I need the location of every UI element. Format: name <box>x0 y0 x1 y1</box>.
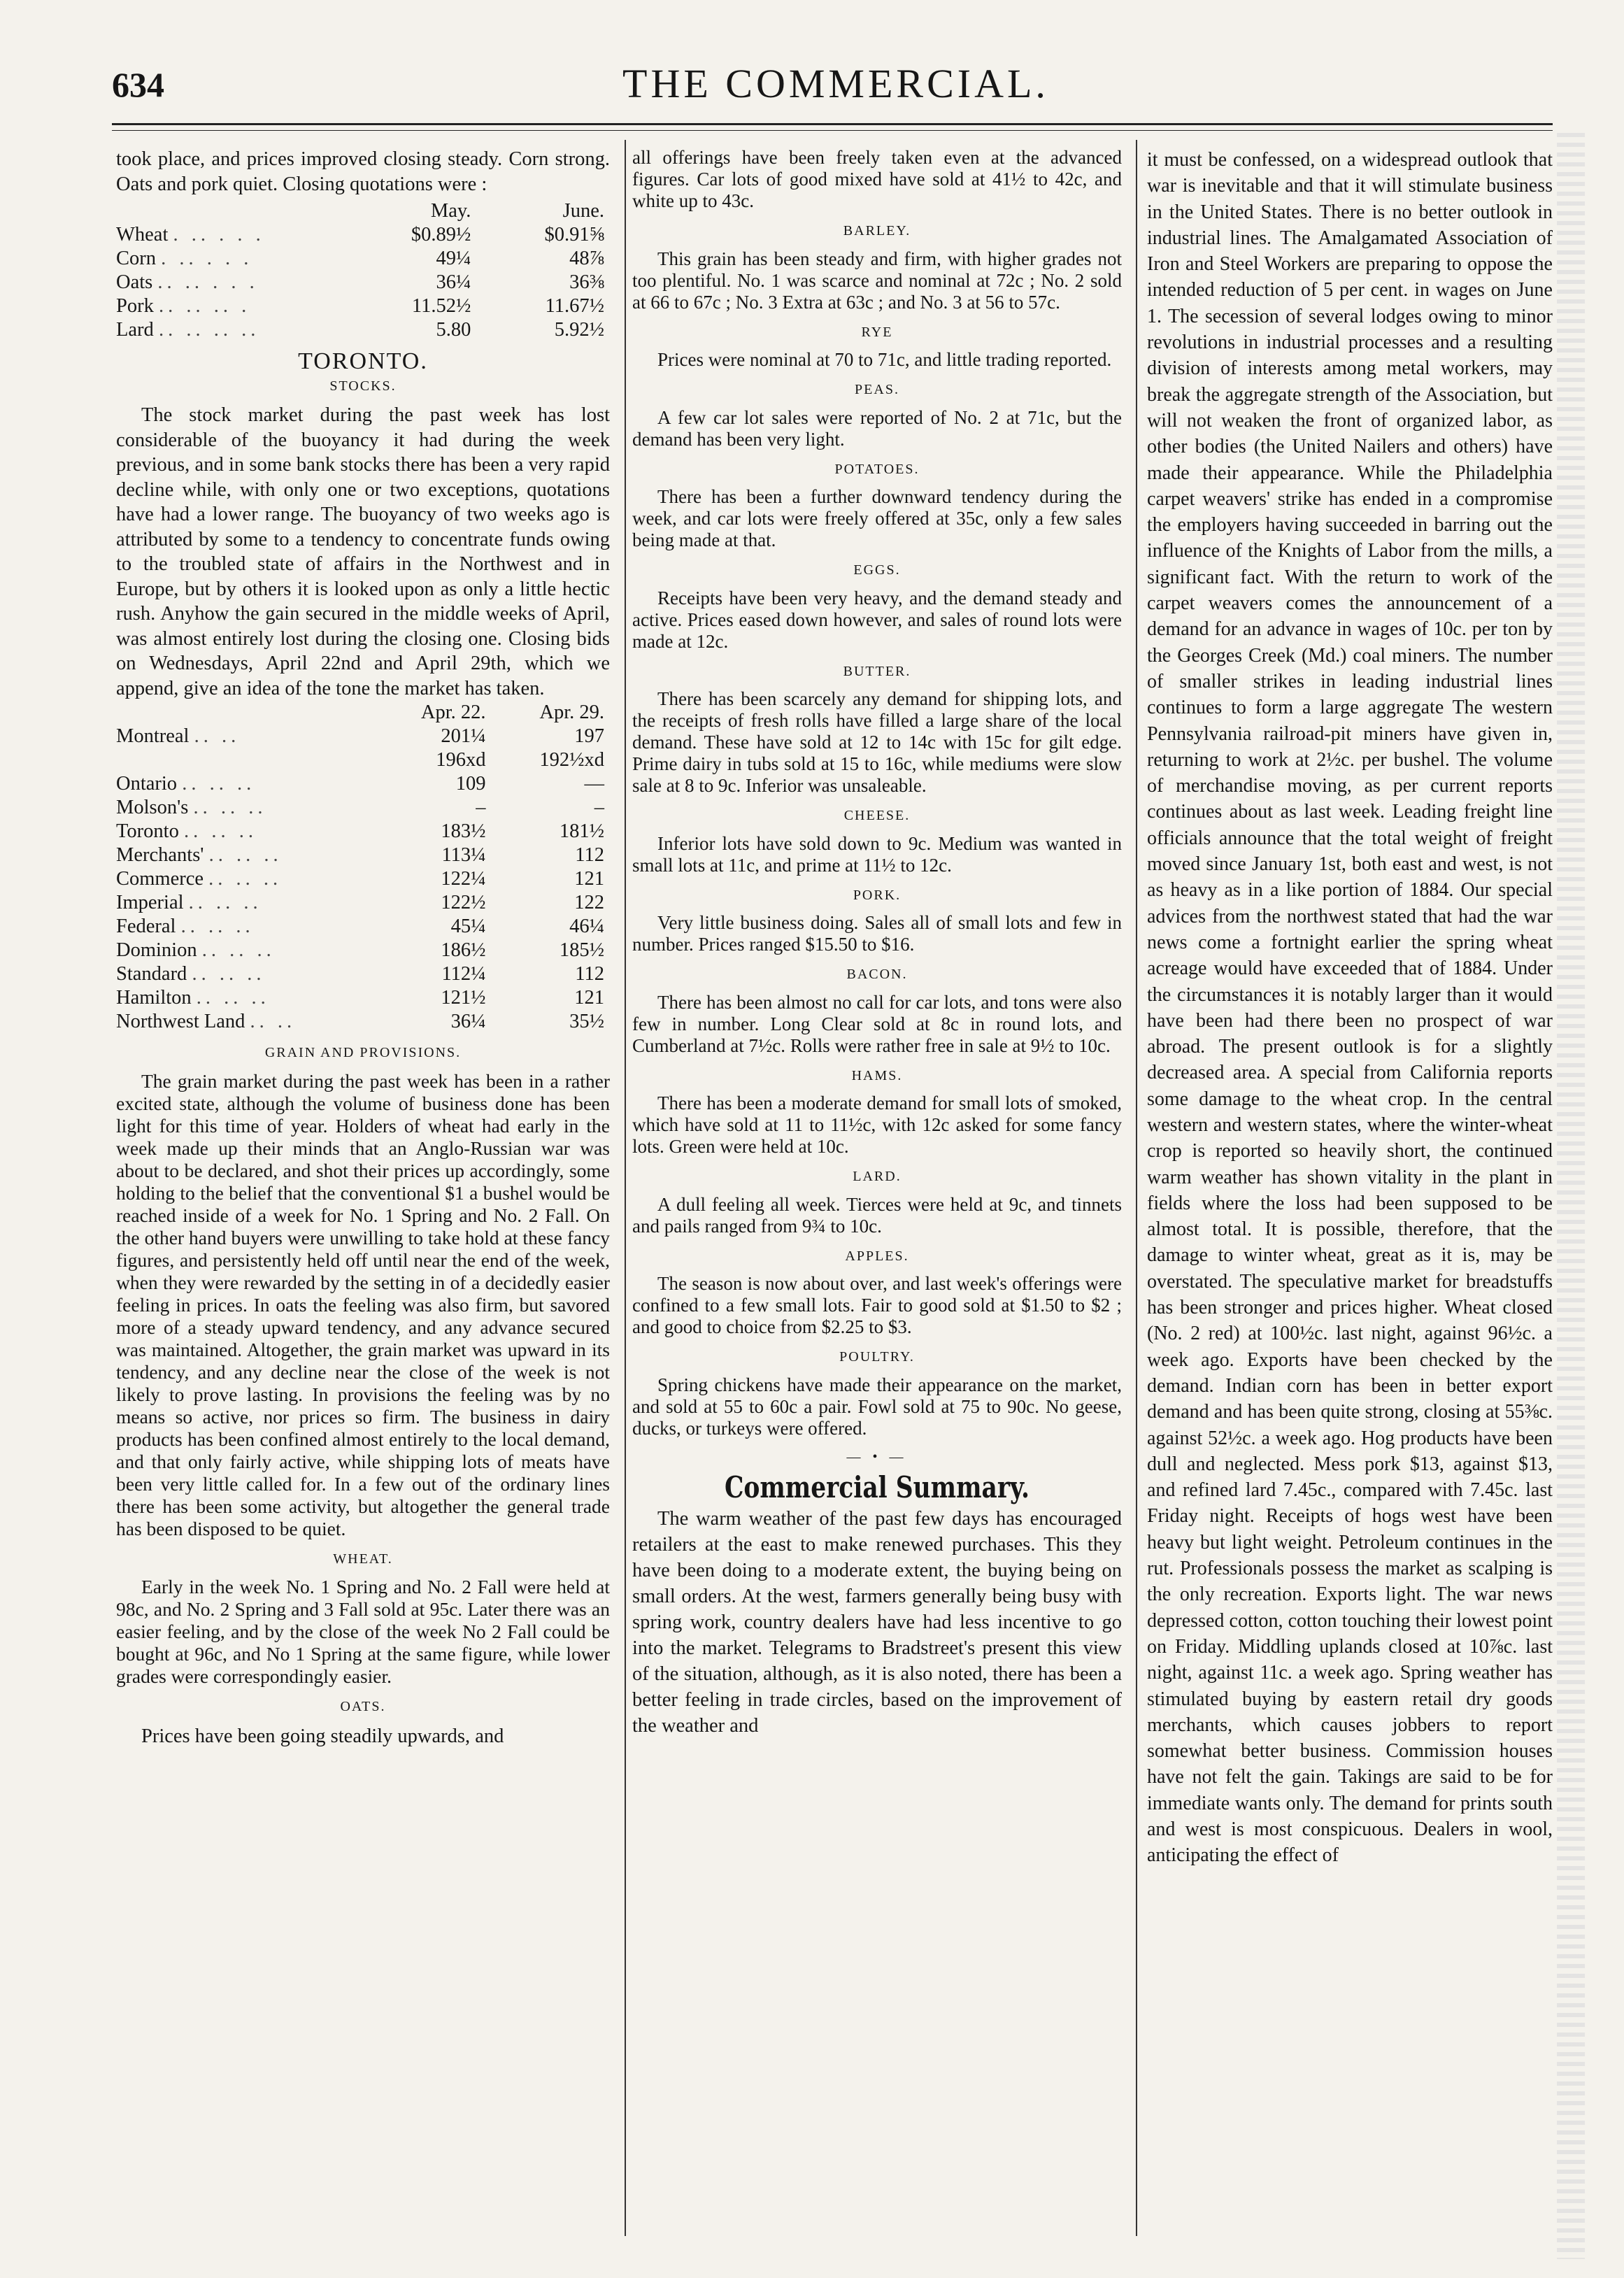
column-header: June. <box>562 200 604 222</box>
cell: 186½ <box>441 939 486 961</box>
commodity-name: Corn <box>116 248 156 269</box>
section-heading-toronto: TORONTO. <box>298 348 428 374</box>
table-row: Molson's .. .. .. – – <box>116 796 610 820</box>
section-heading: EGGS. <box>853 562 901 578</box>
paragraph: There has been a moderate demand for small lots of smoked, which have sold at 11 to 11½c, with 12c asked for some fancy lots. Green were held at 10c. <box>632 1092 1122 1157</box>
cell: – <box>594 797 604 818</box>
section-heading: APPLES. <box>845 1248 909 1264</box>
cell: 112 <box>575 844 604 866</box>
table-header-row <box>116 199 610 223</box>
table-header-row <box>116 701 610 725</box>
cell: 5.80 <box>436 319 471 341</box>
commodity-name: Oats <box>116 271 153 293</box>
paragraph: There has been almost no call for car lots, and tons were also few in number. Long Clear sold at 8c in round lots, and Cumberland at 7½c. Rolls were rather free in sale at 9½ to 10c. <box>632 991 1122 1056</box>
cell: 36¼ <box>436 271 471 293</box>
table-row <box>116 748 610 772</box>
cell: 192½xd <box>539 749 604 771</box>
column-divider <box>625 140 626 2236</box>
stock-bids-table <box>116 701 610 1034</box>
cell: 109 <box>455 773 486 795</box>
cell: 121 <box>574 987 604 1009</box>
paragraph: Prices were nominal at 70 to 71c, and little trading reported. <box>657 349 1112 370</box>
cell: 48⅞ <box>569 248 604 269</box>
paragraph: The season is now about over, and last week's offerings were confined to a few small lots. Fair to good sold at $1.50 to $2 ; and good to choice from $2.25 to $3. <box>632 1273 1122 1337</box>
cell: 46¼ <box>569 916 604 937</box>
section-heading: BUTTER. <box>843 663 911 679</box>
paragraph: Very little business doing. Sales all of small lots and few in number. Prices ranged $15.50 to $16. <box>632 912 1122 955</box>
paragraph: Inferior lots have sold down to 9c. Medium was wanted in small lots at 11c, and prime at 11½ to 12c. <box>632 832 1122 876</box>
stock-name: Hamilton <box>116 987 192 1009</box>
cell: 201¼ <box>441 725 486 747</box>
paragraph: The warm weather of the past few days has encouraged retailers at the east to make renewed purchases. This they have been doing to a moderate extent, the buying being on small orders. At the west, farmers generally being busy with spring work, country dealers have had less incentive to go into the market. Telegrams to Bradstreet's present this view of the situation, although, as it is also noted, there has been a better feeling in trade circles, based on the improvement of the weather and <box>632 1507 1122 1737</box>
cell: — <box>584 773 604 795</box>
paragraph: The grain market during the past week has been in a rather excited state, although the volume of business done has been light for this time of year. Holders of wheat had early in the week made up their minds that an Anglo-Russian war was about to be declared, and shot their prices up accordingly, some holding to the belief that the conventional $1 a bushel would be reached inside of a week for No. 1 Spring and No. 2 Fall. On the other hand buyers were unwilling to take hold at these fancy figures, and persistently held off until near the end of the week, when they were rewarded by the setting in of a decidedly easier feeling in prices. In oats the feeling was also firm, but savored more of a steady upward tendency, and any advance secured was maintained. Altogether, the grain market was upward in its tendency, and any decline near the close of the week is not likely to prove lasting. In provisions the feeling was by no means so active, nor prices so firm. The business in dairy products has been confined almost entirely to the local demand, and that only fairly active, while shipping lots of meats have been very little called for. In a few out of the ordinary lines there has been some activity, but altogether the general trade has been disposed to be quiet. <box>116 1069 610 1539</box>
paragraph: Early in the week No. 1 Spring and No. 2 Fall were held at 98c, and No. 2 Spring and 3 Fall sold at 95c. Later there was an easier feeling, and by the close of the week No 2 Fall could be bought at 96c, and No 1 Spring at the same figure, while lower grades were correspondingly easier. <box>116 1576 610 1687</box>
column-2 <box>632 147 1122 1739</box>
cell: $0.89½ <box>411 224 471 245</box>
cell: 112¼ <box>441 963 486 985</box>
cell: 45¼ <box>450 916 486 937</box>
section-heading: BACON. <box>846 967 908 982</box>
stock-name: Federal <box>116 916 176 937</box>
table-row: Commerce .. .. .. 122¼ 121 <box>116 867 610 891</box>
section-heading-oats: OATS. <box>340 1699 386 1714</box>
cell: 122¼ <box>441 868 486 890</box>
table-row: Pork .. .. .. . 11.52½ 11.67½ <box>116 294 610 318</box>
section-heading: PEAS. <box>855 382 899 397</box>
table-row: Federal .. .. .. 45¼ 46¼ <box>116 915 610 939</box>
cell: $0.91⅝ <box>544 224 604 245</box>
cell: 185½ <box>559 939 604 961</box>
column-header: Apr. 22. <box>420 702 486 723</box>
table-row: Ontario .. .. .. 109 — <box>116 772 610 796</box>
section-heading-wheat: WHEAT. <box>333 1551 393 1567</box>
section-heading-stocks: STOCKS. <box>329 378 397 394</box>
page-edge-shadow <box>1557 133 1585 2259</box>
stock-name: Ontario <box>116 773 178 795</box>
header-rule-thin <box>112 130 1553 131</box>
closing-quotations-table <box>116 199 610 342</box>
cell: 5.92½ <box>554 319 604 341</box>
cell: 196xd <box>436 749 486 771</box>
cell: 181½ <box>559 820 604 842</box>
paragraph: The stock market during the past week has lost considerable of the buoyancy it had during the week previous, and in some bank stocks there has been a very rapid decline while, with only one or two exceptions, quotations have had a lower range. The buoyancy of two weeks ago is attributed by some to a tendency to concentrate funds owing to the troubled state of affairs in the Northwest and in Europe, but by others it is looked upon as only a little hectic rush. Anyhow the gain secured in the middle weeks of April, was almost entirely lost during the closing one. Closing bids on Wednesdays, April 22nd and April 29th, which we append, give an idea of the tone the market has taken. <box>116 404 610 699</box>
table-row: Toronto .. .. .. 183½ 181½ <box>116 820 610 843</box>
stock-name: Commerce <box>116 868 204 890</box>
stock-name: Montreal <box>116 725 190 747</box>
masthead-title: THE COMMERCIAL. <box>622 61 1049 106</box>
cell: 36¼ <box>450 1011 486 1032</box>
cell: 113¼ <box>441 844 486 866</box>
cell: 11.67½ <box>545 295 604 317</box>
commodity-name: Wheat <box>116 224 169 245</box>
cell: 35½ <box>569 1011 604 1032</box>
cell: 122 <box>574 892 604 913</box>
section-heading-grain: GRAIN AND PROVISIONS. <box>264 1045 462 1060</box>
paragraph: Receipts have been very heavy, and the demand steady and active. Prices eased down however, and sales of round lots were made at 12c. <box>632 587 1122 652</box>
paragraph: This grain has been steady and firm, with higher grades not too plentiful. No. 1 was scarce and nominal at 72c ; No. 2 sold at 66 to 67c ; No. 3 Extra at 63c ; and No. 3 at 56 to 57c. <box>632 248 1122 313</box>
section-heading: POULTRY. <box>839 1349 915 1365</box>
commodity-name: Lard <box>116 319 154 341</box>
stock-name: Dominion <box>116 939 197 961</box>
column-3 <box>1147 147 1553 2252</box>
page-header <box>112 61 1560 113</box>
cell: 36⅜ <box>569 271 604 293</box>
section-heading: PORK. <box>853 887 902 903</box>
table-row: Imperial .. .. .. 122½ 122 <box>116 891 610 915</box>
paragraph: A few car lot sales were reported of No. 2 at 71c, but the demand has been very light. <box>632 406 1122 450</box>
section-heading: HAMS. <box>851 1067 903 1083</box>
table-row: Lard .. .. .. .. 5.80 5.92½ <box>116 318 610 342</box>
paragraph: all offerings have been freely taken even at the advanced figures. Car lots of good mixed have sold at 41½ to 42c, and white up to 43c. <box>632 147 1122 211</box>
cell: 183½ <box>441 820 486 842</box>
paragraph: Prices have been going steadily upwards, and <box>141 1725 504 1747</box>
page-number: 634 <box>112 65 164 104</box>
ornament-divider: — • — <box>846 1448 908 1465</box>
cell: 49¼ <box>436 248 471 269</box>
paragraph: Spring chickens have made their appearance on the market, and sold at 55 to 60c a pair. Fowl sold at 75 to 90c. No geese, ducks, or turkeys were offered. <box>632 1374 1122 1439</box>
section-heading: BARLEY. <box>843 223 911 239</box>
commodity-name: Pork <box>116 295 154 317</box>
cell: 121½ <box>441 987 486 1009</box>
commercial-summary-heading: Commercial Summary. <box>724 1470 1030 1504</box>
table-row: Montreal .. .. 201¼ 197 <box>116 725 610 748</box>
paragraph: took place, and prices improved closing steady. Corn strong. Oats and pork quiet. Closing quotations were : <box>116 148 610 195</box>
table-row: Northwest Land .. .. 36¼ 35½ <box>116 1010 610 1034</box>
column-header: Apr. 29. <box>539 702 604 723</box>
header-rule <box>112 123 1553 125</box>
paragraph: A dull feeling all week. Tierces were held at 9c, and tinnets and pails ranged from 9¾ to 10c. <box>632 1193 1122 1237</box>
paragraph: it must be confessed, on a widespread outlook that war is inevitable and that it will stimulate business in the United States. There is no better outlook in industrial lines. The Amalgamated Association of Iron and Steel Workers are preparing to oppose the intended reduction of 5 per cent. in wages on June 1. The secession of several lodges owing to minor revolutions in industrial processes and a resulting division of interests among metal workers, may break the aggregate strength of the Association, but will not weaken the front of organized labor, as other bodies (the United Nailers and others) have made their appearance. While the Philadelphia carpet weavers' strike has ended in a compromise the employers having succeeded in barring out the influence of the Knights of Labor from the mills, a significant fact. With the return to work of the carpet weavers comes the announcement of a demand for an advance in wages of 10c. per ton by the Georges Creek (Md.) coal miners. The number of smaller strikes in leading industrial lines continues to form a large aggregate The western Pennsylvania railroad-pit miners have given in, returning to work at 2½c. per bushel. The volume of merchandise moving, as per current reports continues about as last week. Leading freight line officials announce that the total weight of freight moved since January 1st, both east and west, is not as heavy as in a like portion of 1884. Our special advices from the northwest stated that had the war news come a fortnight earlier the spring wheat acreage would have exceeded that of 1884. Under the circumstances it is notably larger than it would have been had there been no prospect of war abroad. The present outlook is for a slightly decreased area. A special from California reports some damage to the wheat crop. In the central western and western states, where the winter-wheat crop is reported so heavily short, the continued warm weather has shown vitality in the plant in fields where the loss had been supposed to be almost total. It is possible, therefore, that the damage to winter wheat, great as it is, may be overstated. The speculative market for breadstuffs has been stronger and prices higher. Wheat closed (No. 2 red) at 100½c. last night, against 96½c. a week ago. Exports have been checked by the demand. Indian corn has been in better export demand and has been quite strong, closing at 55⅜c. against 52½c. a week ago. Hog products have been dull and neglected. Mess pork $13, against $13, and refined lard 7.45c., compared with 7.45c. last Friday night. Receipts of hogs west have been heavy but light weight. Petroleum continues in the rut. Professionals possess the market as scalping is the only recreation. Exports light. The war news depressed cotton, cotton touching their lowest point on Friday. Middling uplands closed at 10⅞c. last night, against 11c. a week ago. Spring weather has stimulated buying by eastern retail dry goods merchants, which causes jobbers to report somewhat better business. Commission houses have not felt the gain. Takings are said to be for immediate wants only. The demand for prints south and west is most conspicuous. Dealers in wool, anticipating the effect of <box>1147 149 1553 1867</box>
table-row: Dominion .. .. .. 186½ 185½ <box>116 939 610 962</box>
stock-name: Toronto <box>116 820 179 842</box>
section-heading: CHEESE. <box>843 808 911 823</box>
stock-name: Standard <box>116 963 187 985</box>
table-row: Oats .. .. . . . 36¼ 36⅜ <box>116 271 610 294</box>
stock-name: Imperial <box>116 892 184 913</box>
column-divider <box>1136 140 1137 2236</box>
section-heading: LARD. <box>853 1169 902 1184</box>
column-header: May. <box>430 200 471 222</box>
cell: – <box>476 797 486 818</box>
stock-name: Northwest Land <box>116 1011 245 1032</box>
stock-name: Merchants' <box>116 844 204 866</box>
stock-name: Molson's <box>116 797 189 818</box>
cell: 197 <box>574 725 604 747</box>
paragraph: There has been scarcely any demand for shipping lots, and the receipts of fresh rolls have filled a large share of the local demand. These have sold at 12 to 14c with 15c for gilt edge. Prime dairy in tubs sold at 15 to 16c, while mediums were slow sale at 8 to 9c. Inferior was unsaleable. <box>632 688 1122 796</box>
paragraph: There has been a further downward tendency during the week, and car lots were freely offered at 35c, only a few sales being made at that. <box>632 486 1122 550</box>
section-heading: POTATOES. <box>834 461 920 477</box>
section-heading: RYE <box>861 324 893 340</box>
cell: 121 <box>574 868 604 890</box>
table-row: Corn . .. . . . 49¼ 48⅞ <box>116 247 610 271</box>
cell: 11.52½ <box>411 295 471 317</box>
table-row: Standard .. .. .. 112¼ 112 <box>116 962 610 986</box>
table-row: Wheat . .. . . . $0.89½ $0.91⅝ <box>116 223 610 247</box>
column-1 <box>116 147 610 1749</box>
cell: 122½ <box>441 892 486 913</box>
table-row: Hamilton .. .. .. 121½ 121 <box>116 986 610 1010</box>
table-row: Merchants' .. .. .. 113¼ 112 <box>116 843 610 867</box>
cell: 112 <box>575 963 604 985</box>
